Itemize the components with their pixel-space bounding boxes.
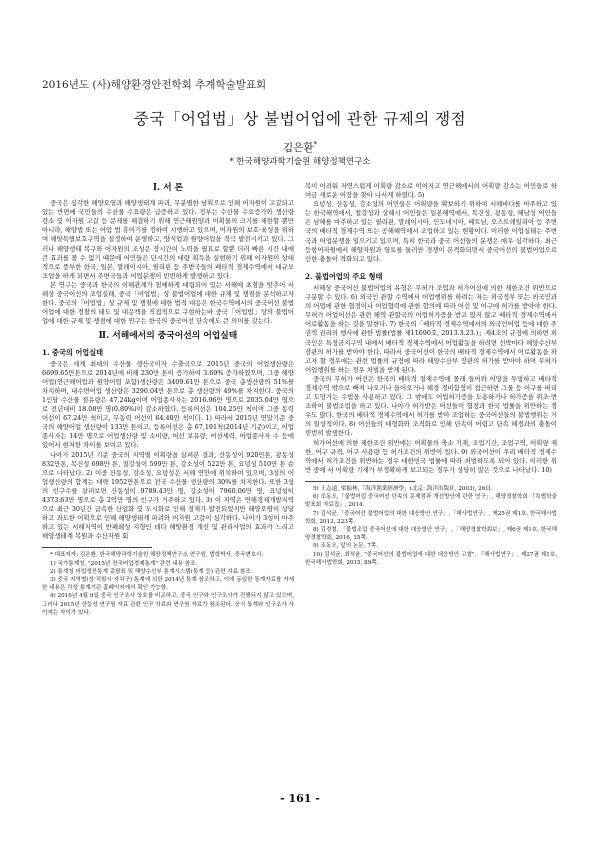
footnote: 1) 국가통계청, "2015년 전국어업경제통계" 관련 내용 참조. — [50, 560, 198, 567]
body-paragraph: 복이 어려워 자연스럽게 어획량 감소로 이어지고 연근해에서의 어획량 감소는 어민들로 하여금 새로운 어장을 찾아 나서게 하였다. 5) — [305, 182, 557, 200]
author-line — [0, 140, 600, 155]
intro-paragraph: 중국은 심각한 해양오염과 해양생태계 파괴, 무분별한 남획으로 인해 어자원이 고갈되고 있는 반면에 국민들의 수산물 수요량은 급증하고 있다. 정부는 수산물 수요증가와 생산량 감소 및 어자원 고갈 등 문제를 해결하기 위해 연근해원양과 어획물의 크기를 제한할 뿐만 아니라, 해양법 또는 어업 법 휴어기를 정하여 시행하고 있으며, 어자원의 보호·육성을 위하여 해양특별보호구역을 설정하여 운영하고, 양식업과 원양어업을 적극 발전시키고 있다. 그러나 해양생태 복구와 어자원의 조성은 장시간이 노력을 필요로 할뿐 더러 빠른 시간 내에 큰 효과를 볼 수 없기 때문에 어민들은 단시간의 대량 획득을 실현하기 위해 이자원이 상대적으로 풍부한 한국, 일본, 말레이시아, 필리핀 등 주변국들의 배타적 경제수역에서 대규모 조업을 하게 되면서 주변국들과 어업분쟁이 빈번하게 발생하고 있다. — [42, 199, 294, 280]
section-heading-intro: Ⅰ. 서 론 — [152, 183, 184, 193]
right-column — [305, 182, 557, 567]
conference-header: 2016년도 (사)해양환경안전학회 추계학술발표회 — [42, 79, 267, 91]
section-heading-fishing-status: Ⅱ. 서해에서의 중국어선의 어업실태 — [98, 331, 238, 342]
footnote: 4) 2016년 4월 9일 중국 인구조사 상호를 비교하고, 중국 인구와 인구조사가 진행되지 않고 있으며, 그러나 2015년 산둥성 연구원 자료 관련 인구 자료와 연구원 자료가 참조된다. 공식 통계와 인구조사 사이에는 차이가 있다. — [42, 593, 294, 616]
footnote: * 대표저자: 김은환, 한국해양과학기술원 해양정책연구소 연구원, 법학박사, 중국변호사. — [50, 552, 264, 559]
footnote: 9) 조동오, 앞의 논문, 7쪽. — [313, 543, 378, 550]
left-column — [42, 182, 294, 617]
subsection-heading: 2. 불법어업의 주요 형태 — [305, 271, 383, 281]
footnote: 5) 王志遠, 梁振林,「海洋漁業經濟學」(北京: 海洋出版社, 2003), 26頁. — [313, 485, 493, 492]
footnote-divider — [305, 481, 415, 482]
page-number: - 161 - — [280, 792, 320, 805]
author-mark: * — [313, 140, 317, 149]
intro-paragraph: 본 연구는 중국과 한국의 이해관계가 첨예하게 대립되어 있는 서해에 초점을 맞추어 서해상 중국어선의 조업실태, 중국「어업법」상 불법어업에 대한 규제 및 쟁점을 분석하고자 한다. 중국의「어업법」상 규제 및 쟁점에 대한 법적 대응은 한국수역에서의 중국어선 불법어업에 대한 경찰의 태도 및 대응책을 직접적으로 구현하는바 중국「어업법」상의 불법어업에 대한 규제 및 쟁점에 대한 연구는 한국의 중국어선 단속에도 큰 의미를 갖는다. — [42, 280, 294, 326]
body-paragraph: 중국의 무허가 어선은 한국의 배타적 경제수역에 몰래 들어와 어망을 투망하고 배타적 경제수역 밖으로 빠져 나오거나 들어오거나 해경 경비함정이 접근하면 그물 등 어구를 버리고 도망가는 수법을 사용하고 있다. 그 밖에도 어업허가증을 도용하거나 허가증을 위조·변조하여 불법조업을 하고 있다. 나아가 허가받은 어선들이 협정과 한국 법률을 위반하는 경우도 많다. 한국의 배타적 경제수역에서 허가를 받아 조업하는 중국어선들의 불법행위는 거의 일상적이다. 8) 어선들의 대형화와 조직화로 인해 단속이 어렵고 단속 해경과의 충돌이 빈번히 발생한다. — [305, 374, 557, 438]
footnote-divider — [42, 547, 152, 548]
footnote: 6) 조동오,「불법어업 중국어선 단속의 문제점과 개선방안에 관한 연구」, 해양경찰학회 『특별학술발표회 자료집』, 2014. — [305, 494, 557, 509]
author-name: 김은환 — [283, 142, 314, 154]
footnote: 2) 통계청 어업생산통계 총괄표 및 해양수산부 통계시스템(통계 등) 관련 자료 참조. — [50, 568, 253, 575]
body-paragraph: 요녕성, 산동성, 강소성의 어민들은 어획량을 확보하기 위하여 서해바다를 마주하고 있는 한국해역에서, 절강성과 상해시 어민들은 일본해역에서, 복건성, 광동성, 해남성 어민들은 남해를 마주하고 있는 필리핀, 말레이시아, 인도네시아, 베트남, 오스트레일리아 등 주변국의 배타적 경제수역 또는 공해해역에서 조업하고 있는 현황이다. 이러한 어업실태는 주변국과 어업분쟁을 일으키고 있으며, 특히 한국과 중국 어선들의 분쟁은 매우 심각하다. 최근 등항어자원에서 해양자원과 영토를 둘러싼 경쟁이 본격화되면서 중국어선의 불법어업으로 인한 충돌이 격화되고 있다. — [305, 200, 557, 263]
affiliation: * 한국해양과학기술원 해양정책연구소 — [229, 157, 371, 167]
paper-title: 중국「어업법」상 불법어업에 관한 규제의 쟁점 — [133, 110, 467, 128]
footnote: 8) 김경철, 「불법조업 중국어선에 대한 대응방안 연구」, 「해양경찰학회보」, 제6권 제1호, 한국해양경찰학회, 2016, 15쪽. — [305, 526, 557, 542]
body-paragraph: 허가어선에 의한 제한조건 위반에는 어획물의 축소 기재, 조업기간, 조업구역, 어획량 제한, 어구 규격, 어구 사용량 등 허가조건의 위반이 있다. 9) 외국어선이 우리 배타적 경제수역에서 허가조건을 위반하는 경우 대한민국 법률에 따라 처벌하도록 되어 있다. 이러한 위반 중에 서 어획량 기재가 부정확하게 보고되는 경우가 상당히 많은 것으로 나타났다. 10) — [305, 438, 557, 474]
footnote: 7) 김석균,「중국어선 불법어업의 대한 대응방안 연구」,「해사법연구」, 제25권 제1호, 한국해사법학회, 2013, 223쪽. — [305, 510, 557, 525]
footnote: 10) 김석균, 최석윤, "중국어선의 불법어업에 대한 대응방안 고찰", 『해사법연구』, 제27권 제1호, 한국해사법학회, 2015, 89쪽. — [305, 551, 557, 566]
footnote: 3) 중국 지역별(성·직할시·자치구) 통계에 의한 2014년 통계 참조하고, 이에 동일한 통계자료를 자세한 내용은 각성 통계기관 홈페이지에서 확인 가능함. — [42, 577, 294, 592]
body-paragraph: 중국은 세계 최대의 수산물 생산국이자 수출국으로 2015년 중국의 어업생산량은 6699.65만톤으로 2014년에 비해 230만 톤이 증가하여 3.69% 증가하였으며, 그중 해양어업(연근해어업과 원양어업 포함)생산량은 3409.61만 톤으로 중국 총생산량의 51%를 차지하며, 내수면어업 생산량은 3290.04만 톤으로 총 생산량의 49%를 차지한다. 중국의 1인당 수산물 점유량은 47.24kg이며 어업종사자는 2016.96만 명으로 2035.04만 명으로 전년대비 18.08만 명(0.89%)이 감소하였다. 등록어선은 104.25만 척이며 그중 동력 어선이 67.24만 척이고, 무동력 어선이 64.48만 척이다. 1) 따라서 2015년 연말기준 중국의 해양어업 생산량이 133만 톤이고, 등록어선은 총 67,191척(2014년 기준)이고, 어업종사자는 14만 명으로 어업생산량 및 소비량, 어선 보유량, 어선세력, 어업종사자 수 등에 있어서 현저한 차이를 보이고 있다. — [42, 359, 294, 450]
body-paragraph: 서해상 중국어선 불법어업의 유형은 무허가 조업과 허가어선에 의한 제한조건 위반으로 구분할 수 있다. 6) 외국인 관할 수역에서 어업행위를 하려는 자는 외국정부 또는 외국인과의 어업에 관한 협정이나 어업협력에 관한 합의에 따라 어선 및 어구에 허가를 받아야 한다. 무허가 어업어선은 관련 해역 관할국의 어업허가증을 받고 있지 않고 배타적 경제수역에서 어로활동을 하는 것을 말한다. 7) 한국의「배타적 경제수역에서의 외국인어업 등에 대한 주권적 권리의 행사에 관한 법률(법률 제11690호, 2013.3.23.)」제4조의 규정에 의하면 외국인은 특정금지구역 내에서 배타적 경제수역에서 어업활동을 하려면 선박마다 해양수산부 장관의 허가를 받아야 한다. 따라서 중국어선이 한국의 배타적 경제수역에서 어로활동을 하고자 할 경우에는 관련 법률의 규정에 따라 해양수산부 장관의 허가를 받아야 하며 무허가 어업행위를 하는 경우 처벌을 받게 된다. — [305, 283, 557, 374]
subsection-heading: 1. 중국의 어업실태 — [42, 347, 104, 357]
body-paragraph: 나아가 2015년 기준 중국의 지역별 어획량을 살펴본 결과, 산동성이 920만톤, 광동성 832만톤, 복건성 698만 톤, 절강성이 599만 톤, 강소성이 522만 톤, 요녕성 510만 톤 순으로 나타났다. 2) 이중 산동성, 강소성, 요녕성은 서해 연안에 위치하여 있으며, 3성의 어업생산량의 합계는 대략 1952만톤으로 전국 수산물 생산량의 30%를 차지한다. 또한 3성의 인구수를 살펴보면 산동성이 9789.43만 명, 강소성이 7960.06만 명, 요녕성이 4373.63만 명으로 총 2억만 명의 인구가 거주하고 있다. 3) 이 지역은 연해경제개발지역으로 최근 30년간 급속한 산업화 및 도시화로 인해 경제가 발전되었지만 해양오염이 상당하고 과도한 어획으로 인해 해양생태계 파괴와 어자원 고갈이 심각하다. 나아가 3성이 마주하고 있는 서해지역이 반폐쇄성 지형인 데다 해양환경 개선 및 관리사업의 효과가 느리고 해양생태계 복원과 수산자원 회 — [42, 450, 294, 541]
